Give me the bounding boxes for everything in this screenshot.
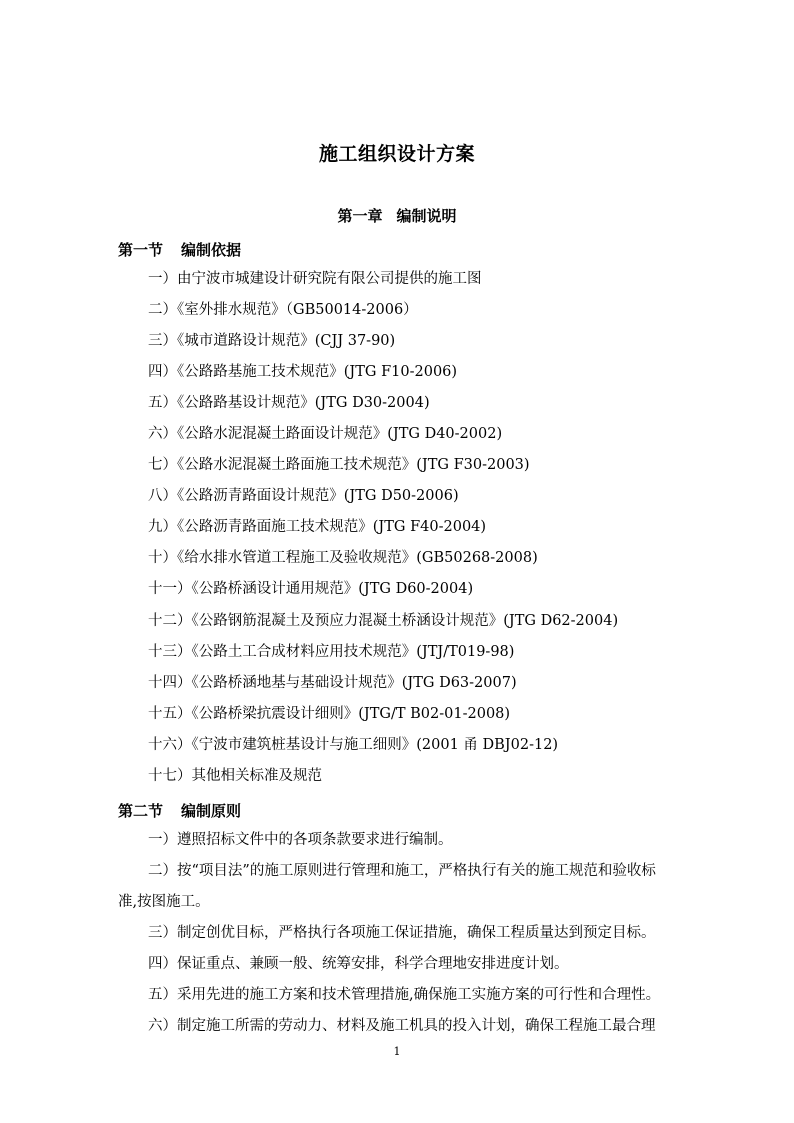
- page-number: 1: [393, 1045, 401, 1058]
- basis-item: 十一）《公路桥涵设计通用规范》(JTG D60-2004): [148, 581, 474, 597]
- section-number: 第一节: [118, 241, 164, 259]
- section-heading-principles: [118, 800, 241, 821]
- basis-item: 六）《公路水泥混凝土路面设计规范》(JTG D40-2002): [148, 426, 503, 442]
- basis-item: 十四）《公路桥涵地基与基础设计规范》(JTG D63-2007): [148, 675, 517, 691]
- section-number: 第二节: [118, 802, 164, 820]
- basis-item: 四）《公路路基施工技术规范》(JTG F10-2006): [148, 364, 458, 380]
- basis-item: 七）《公路水泥混凝土路面施工技术规范》(JTG F30-2003): [148, 457, 530, 473]
- chapter-heading: [0, 205, 794, 226]
- chapter-number: 第一章: [337, 207, 383, 225]
- document-title: 施工组织设计方案: [318, 143, 475, 165]
- basis-item: 二）《室外排水规范》（GB50014-2006）: [148, 302, 418, 318]
- chapter-name: 编制说明: [396, 207, 457, 225]
- basis-item: 八）《公路沥青路面设计规范》(JTG D50-2006): [148, 488, 459, 504]
- basis-item: 十七）其他相关标准及规范: [148, 768, 322, 784]
- principle-line: 准,按图施工。: [118, 894, 210, 910]
- principle-line: 二）按“项目法”的施工原则进行管理和施工，严格执行有关的施工规范和验收标: [148, 863, 656, 879]
- basis-item: 三）《城市道路设计规范》(CJJ 37-90): [148, 333, 396, 349]
- basis-item: 十）《给水排水管道工程施工及验收规范》(GB50268-2008): [148, 550, 538, 566]
- basis-item: 十六）《宁波市建筑桩基设计与施工细则》(2001 甬 DBJ02-12): [148, 737, 559, 753]
- section-name: 编制原则: [181, 802, 242, 820]
- principle-line: 六）制定施工所需的劳动力、材料及施工机具的投入计划，确保工程施工最合理: [148, 1018, 656, 1034]
- section-name: 编制依据: [181, 241, 242, 259]
- basis-item: 一）由宁波市城建设计研究院有限公司提供的施工图: [148, 271, 482, 287]
- basis-item: 十三）《公路土工合成材料应用技术规范》(JTJ/T019-98): [148, 644, 515, 660]
- principle-line: 三）制定创优目标，严格执行各项施工保证措施，确保工程质量达到预定目标。: [148, 925, 656, 941]
- basis-item: 十二）《公路钢筋混凝土及预应力混凝土桥涵设计规范》(JTG D62-2004): [148, 613, 619, 629]
- principle-line: 四）保证重点、兼顾一般、统筹安排，科学合理地安排进度计划。: [148, 956, 569, 972]
- section-heading-basis: [118, 239, 241, 260]
- basis-item: 五）《公路路基设计规范》(JTG D30-2004): [148, 395, 430, 411]
- principle-line: 一）遵照招标文件中的各项条款要求进行编制。: [148, 832, 453, 848]
- principle-line: 五）采用先进的施工方案和技术管理措施,确保施工实施方案的可行性和合理性。: [148, 987, 661, 1003]
- basis-item: 九）《公路沥青路面施工技术规范》(JTG F40-2004): [148, 519, 487, 535]
- basis-item: 十五）《公路桥梁抗震设计细则》(JTG/T B02-01-2008): [148, 706, 511, 722]
